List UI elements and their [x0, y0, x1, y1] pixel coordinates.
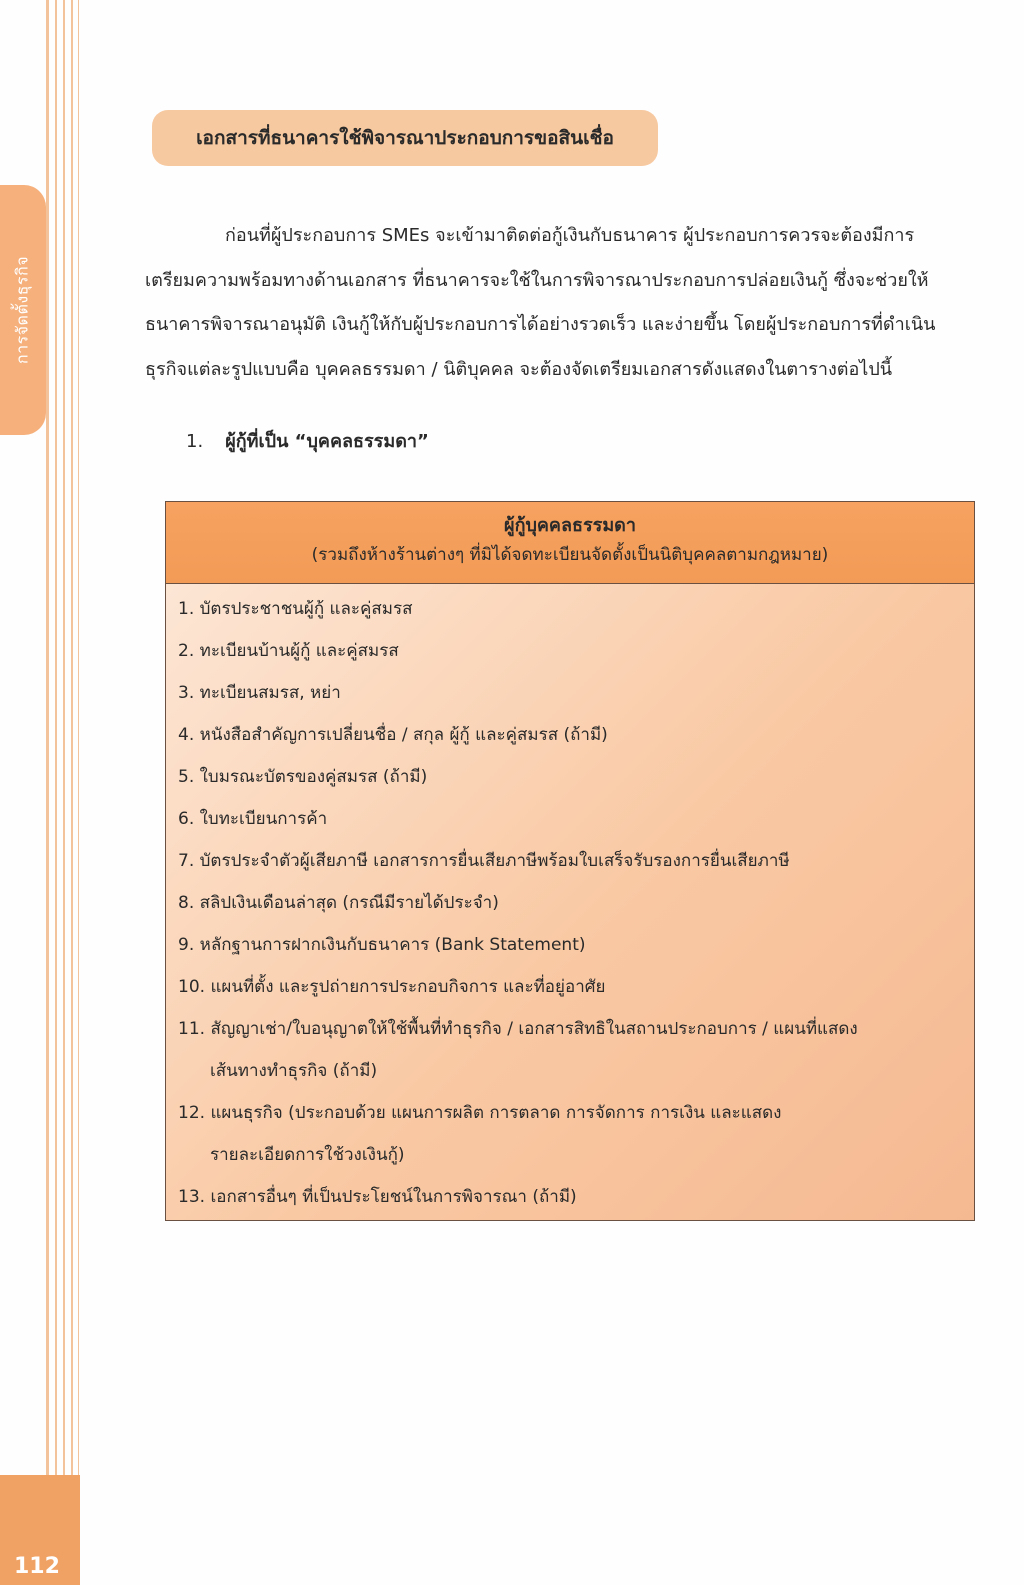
list-item	[178, 798, 974, 840]
page-number-box	[0, 1475, 80, 1585]
decorative-stripe	[71, 0, 73, 1585]
list-item-text: 11. สัญญาเช่า/ใบอนุญาตให้ใช้พื้นที่ทำธุรกิจ / เอกสารสิทธิในสถานประกอบการ / แผนที่แสดง	[178, 1019, 858, 1039]
document-list	[166, 584, 974, 1218]
side-chapter-label: การจัดตั้งธุรกิจ	[12, 255, 32, 365]
list-item-text: 3. ทะเบียนสมรส, หย่า	[178, 683, 341, 703]
list-item-text: 6. ใบทะเบียนการค้า	[178, 809, 328, 829]
page-number: 112	[14, 1554, 60, 1579]
list-item	[178, 672, 974, 714]
list-item-text: 4. หนังสือสำคัญการเปลี่ยนชื่อ / สกุล ผู้กู้ และคู่สมรส (ถ้ามี)	[178, 725, 608, 745]
decorative-stripe	[78, 0, 79, 1585]
list-item-text: 9. หลักฐานการฝากเงินกับธนาคาร (Bank Statement)	[178, 935, 586, 955]
intro-line: ก่อนที่ผู้ประกอบการ SMEs จะเข้ามาติดต่อกู้เงินกับธนาคาร ผู้ประกอบการควรจะต้องมีการ	[225, 225, 915, 246]
list-item	[178, 588, 974, 630]
table-title: ผู้กู้บุคคลธรรมดา	[504, 515, 636, 536]
decorative-stripe	[46, 0, 49, 1585]
list-item-text: 10. แผนที่ตั้ง และรูปถ่ายการประกอบกิจการ และที่อยู่อาศัย	[178, 977, 606, 997]
list-item-text: 5. ใบมรณะบัตรของคู่สมรส (ถ้ามี)	[178, 767, 428, 787]
list-item	[178, 1092, 974, 1176]
list-item	[178, 966, 974, 1008]
list-item	[178, 1008, 974, 1092]
table-subtitle: (รวมถึงห้างร้านต่างๆ ที่มิได้จดทะเบียนจัดตั้งเป็นนิติบุคคลตามกฎหมาย)	[311, 545, 829, 565]
list-item-continuation: รายละเอียดการใช้วงเงินกู้)	[210, 1145, 405, 1165]
list-item	[178, 1176, 974, 1218]
list-item-text: 12. แผนธุรกิจ (ประกอบด้วย แผนการผลิต การตลาด การจัดการ การเงิน และแสดง	[178, 1103, 782, 1123]
list-item	[178, 714, 974, 756]
intro-line: เตรียมความพร้อมทางด้านเอกสาร ที่ธนาคารจะใช้ในการพิจารณาประกอบการปล่อยเงินกู้ ซึ่งจะช่วยให้	[145, 269, 929, 291]
intro-line: ธนาคารพิจารณาอนุมัติ เงินกู้ให้กับผู้ประกอบการได้อย่างรวดเร็ว และง่ายขึ้น โดยผู้ประกอบการที่ดำเนิน	[145, 314, 936, 335]
document-checklist-table	[165, 501, 975, 1221]
list-item-continuation: เส้นทางทำธุรกิจ (ถ้ามี)	[210, 1061, 378, 1081]
list-item	[178, 882, 974, 924]
intro-line: ธุรกิจแต่ละรูปแบบคือ บุคคลธรรมดา / นิติบุคคล จะต้องจัดเตรียมเอกสารดังแสดงในตารางต่อไปนี้	[145, 358, 893, 380]
list-item	[178, 840, 974, 882]
list-item-text: 13. เอกสารอื่นๆ ที่เป็นประโยชน์ในการพิจารณา (ถ้ามี)	[178, 1187, 577, 1207]
subsection-title	[186, 426, 429, 455]
list-item	[178, 630, 974, 672]
list-item	[178, 924, 974, 966]
list-item-text: 7. บัตรประจำตัวผู้เสียภาษี เอกสารการยื่นเสียภาษีพร้อมใบเสร็จรับรองการยื่นเสียภาษี	[178, 851, 790, 871]
list-item	[178, 756, 974, 798]
decorative-stripe	[63, 0, 65, 1585]
section-heading: เอกสารที่ธนาคารใช้พิจารณาประกอบการขอสินเชื่อ	[152, 110, 658, 166]
list-item-text: 2. ทะเบียนบ้านผู้กู้ และคู่สมรส	[178, 641, 399, 661]
decorative-stripe	[55, 0, 57, 1585]
table-header	[166, 502, 974, 584]
intro-paragraph	[145, 214, 1003, 392]
subsection-number: 1.	[186, 431, 204, 452]
list-item-text: 8. สลิปเงินเดือนล่าสุด (กรณีมีรายได้ประจำ)	[178, 893, 499, 913]
subsection-text: ผู้กู้ที่เป็น “บุคคลธรรมดา”	[225, 431, 429, 452]
list-item-text: 1. บัตรประชาชนผู้กู้ และคู่สมรส	[178, 599, 413, 619]
